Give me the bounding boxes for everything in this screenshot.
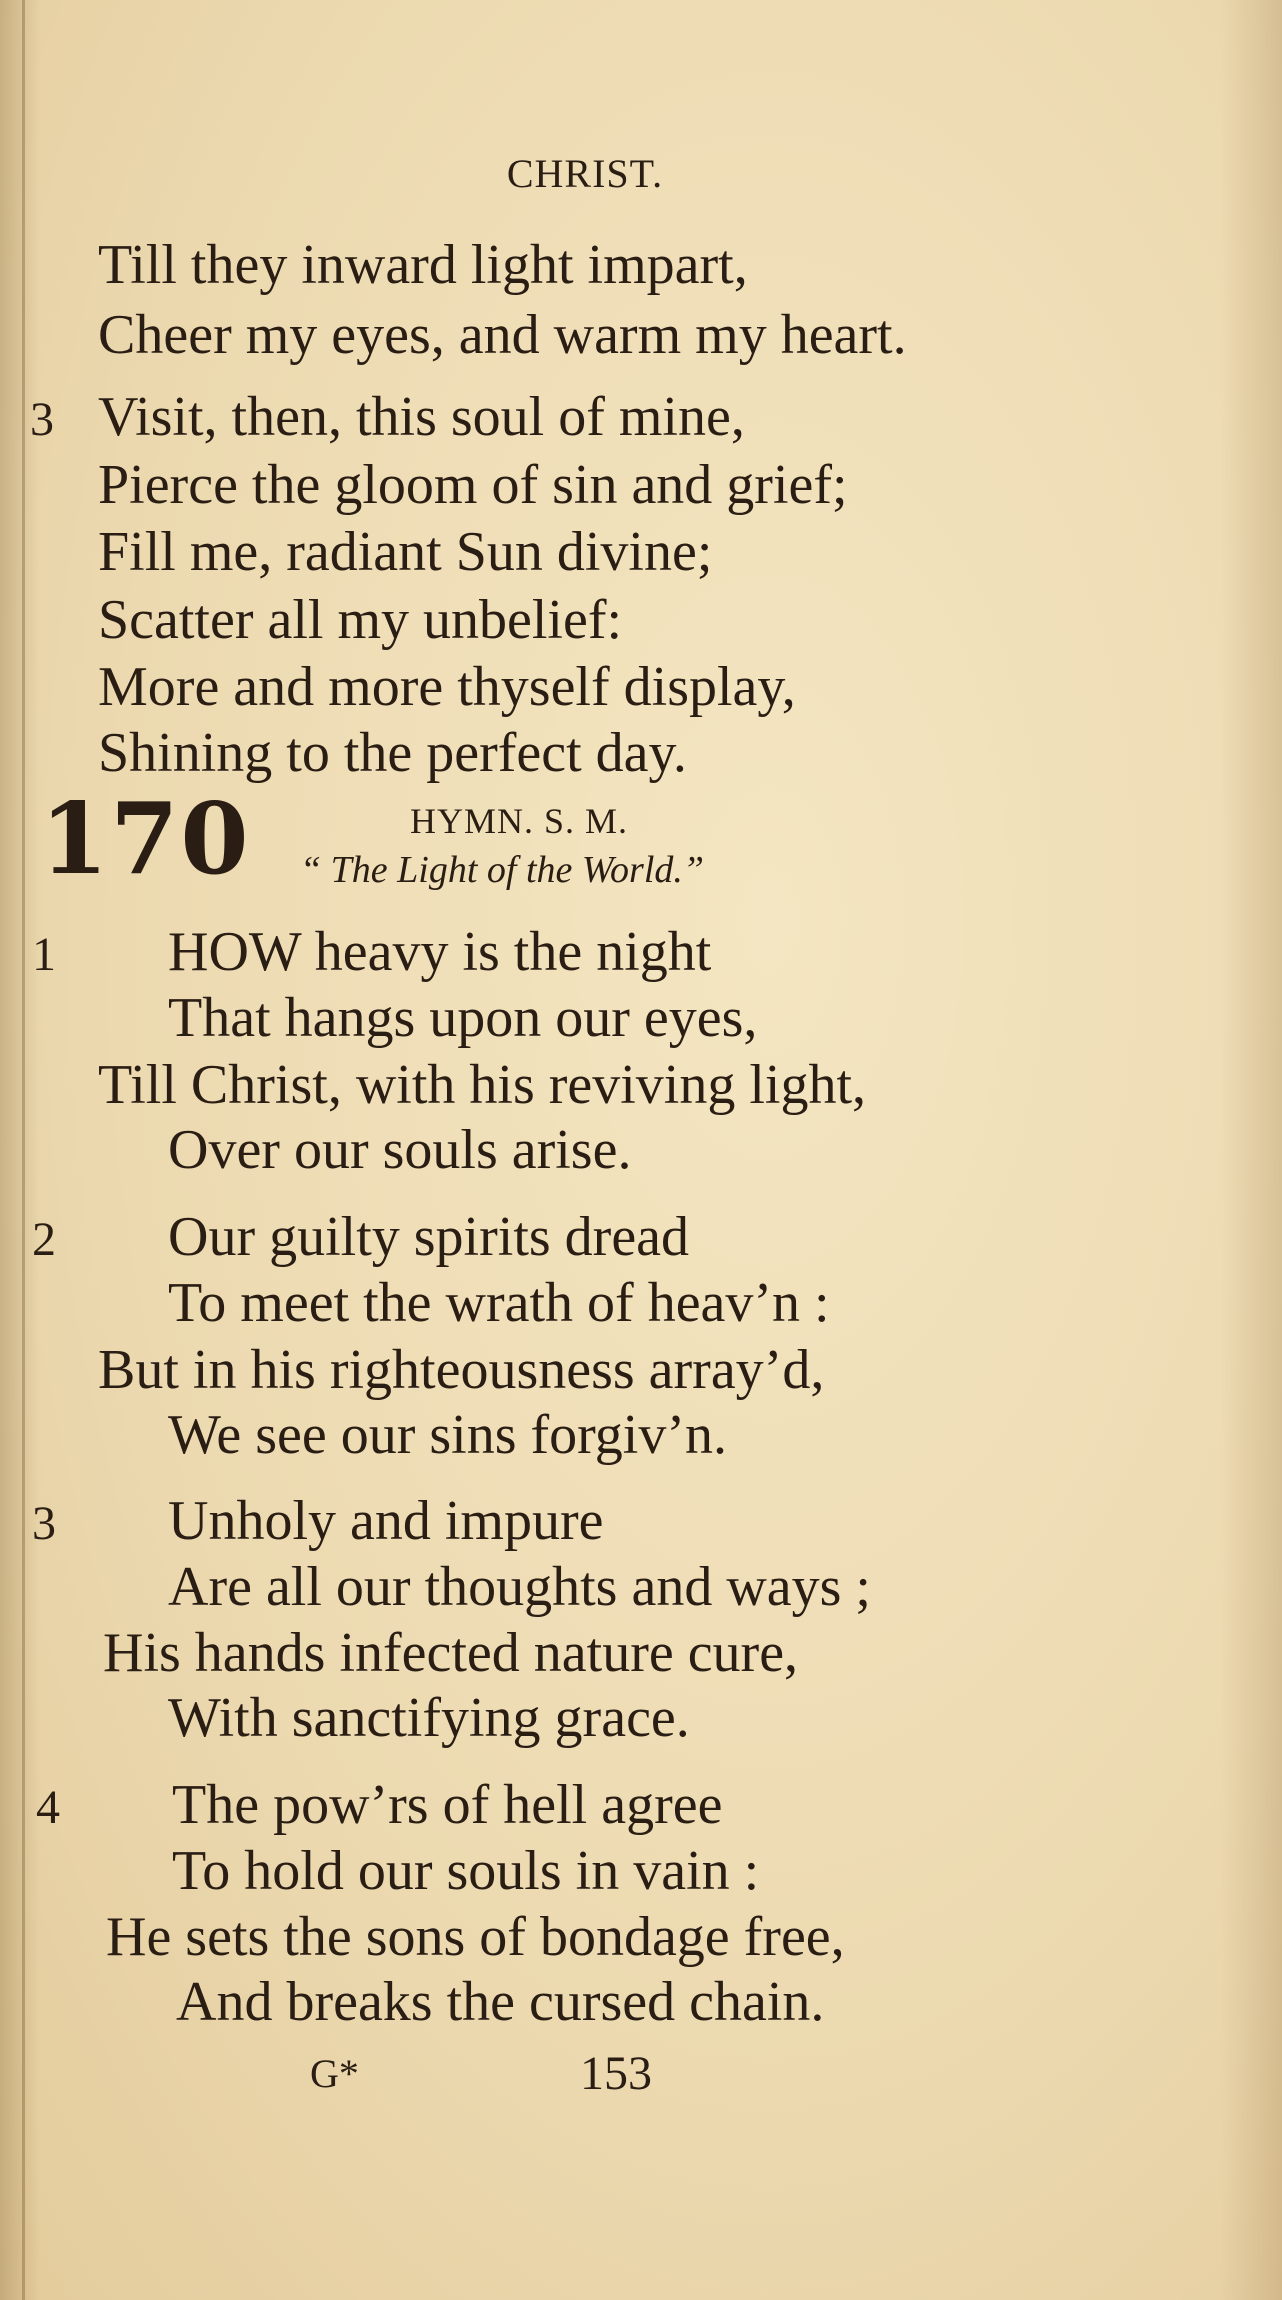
- stanza-number: 2: [32, 1213, 56, 1266]
- verse-line: Cheer my eyes, and warm my heart.: [98, 304, 907, 366]
- verse-line: Pierce the gloom of sin and grief;: [98, 454, 848, 516]
- page-edge: [22, 0, 25, 2300]
- verse-line: Till Christ, with his reviving light,: [98, 1054, 867, 1116]
- page-number: 153: [580, 2047, 652, 2100]
- verse-line: Our guilty spirits dread: [168, 1206, 690, 1268]
- verse-line: With sanctifying grace.: [168, 1687, 690, 1749]
- verse-line: Scatter all my unbelief:: [98, 589, 623, 651]
- verse-line: Visit, then, this soul of mine,: [98, 386, 745, 448]
- verse-line: To hold our souls in vain :: [172, 1840, 760, 1902]
- verse-line: The pow’rs of hell agree: [172, 1774, 723, 1836]
- verse-line: Till they inward light impart,: [98, 234, 748, 296]
- verse-line: And breaks the cursed chain.: [176, 1971, 825, 2033]
- verse-line: Over our souls arise.: [168, 1119, 632, 1181]
- verse-line: Fill me, radiant Sun divine;: [98, 521, 713, 583]
- stanza-number: 4: [36, 1781, 60, 1834]
- verse-line: Shining to the perfect day.: [98, 722, 687, 784]
- hymn-meta: HYMN. S. M.: [410, 801, 629, 841]
- verse-line: His hands infected nature cure,: [103, 1622, 799, 1684]
- signature-mark: G*: [310, 2051, 359, 2096]
- verse-line: More and more thyself display,: [98, 656, 796, 718]
- verse-line: HOW heavy is the night: [168, 921, 712, 983]
- stanza-number: 3: [32, 1497, 56, 1550]
- stanza-number: 1: [32, 928, 56, 981]
- hymn-subtitle: “ The Light of the World.”: [300, 849, 705, 891]
- verse-line: Unholy and impure: [168, 1490, 604, 1552]
- verse-line: That hangs upon our eyes,: [168, 987, 758, 1049]
- verse-line: Are all our thoughts and ways ;: [168, 1556, 871, 1618]
- verse-line: We see our sins forgiv’n.: [168, 1404, 728, 1466]
- stanza-number: 3: [30, 393, 54, 446]
- running-title: CHRIST.: [506, 151, 664, 196]
- verse-line: But in his righteousness array’d,: [98, 1339, 825, 1401]
- hymn-number: 170: [40, 782, 251, 897]
- verse-line: To meet the wrath of heav’n :: [168, 1272, 830, 1334]
- verse-line: He sets the sons of bondage free,: [106, 1906, 845, 1968]
